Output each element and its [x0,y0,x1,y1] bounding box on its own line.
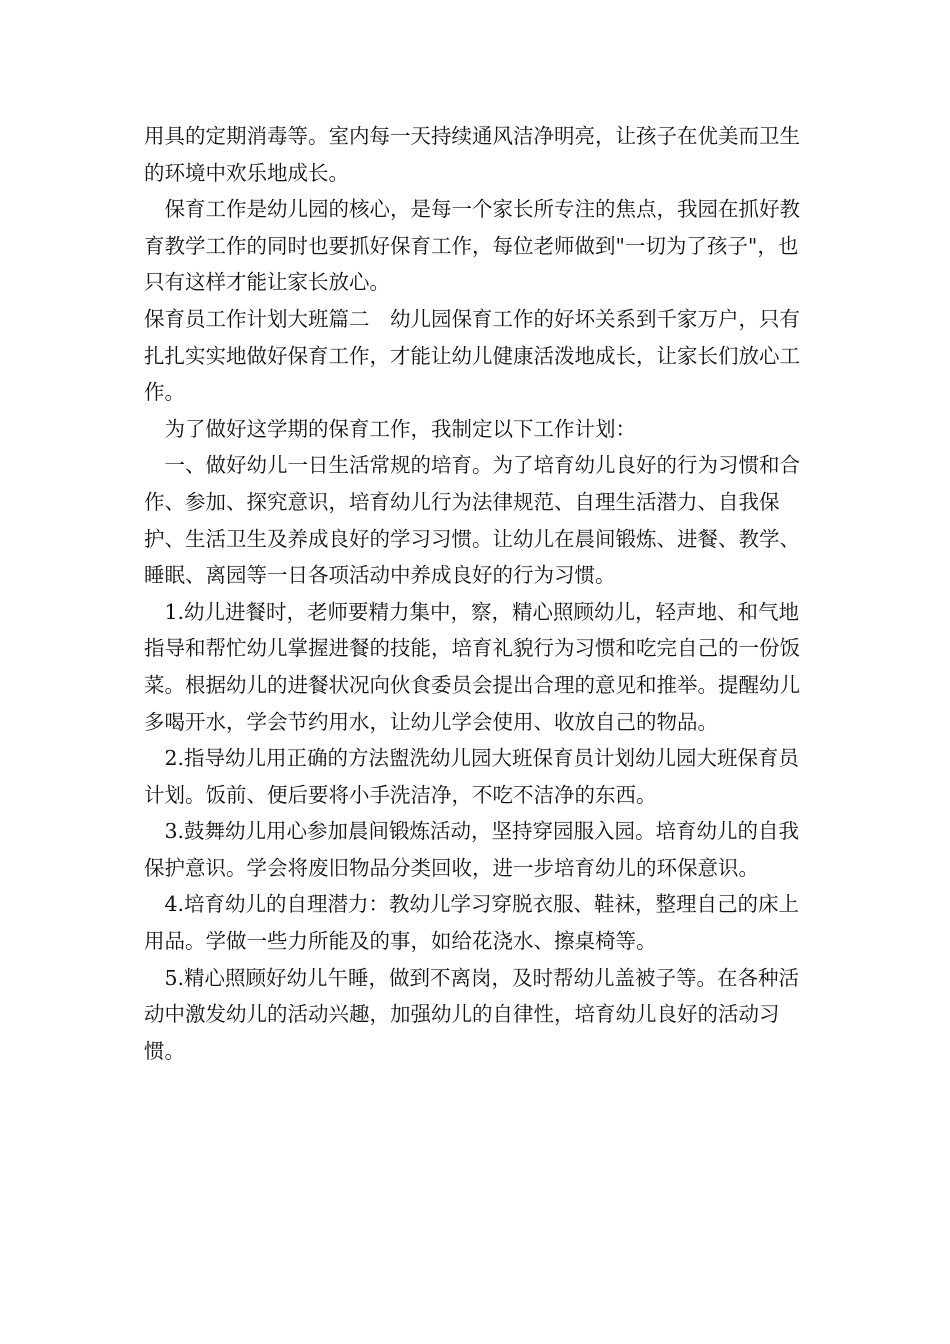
paragraph-section-one: 一、做好幼儿一日生活常规的培育。为了培育幼儿良好的行为习惯和合作、参加、探究意识，培育幼儿行为法律规范、自理生活潜力、自我保护、生活卫生及养成良好的学习习惯。让幼儿在晨间锻炼、进餐、教学、睡眠、离园等一日各项活动中养成良好的行为习惯。 [144,453,800,588]
paragraph-care-core: 保育工作是幼儿园的核心，是每一个家长所专注的焦点，我园在抓好教育教学工作的同时也要抓好保育工作，每位老师做到"一切为了孩子"，也只有这样才能让家长放心。 [144,197,800,295]
document-body [144,118,814,1069]
paragraph-item-2: 2.指导幼儿用正确的方法盥洗幼儿园大班保育员计划幼儿园大班保育员计划。饭前、便后要将小手洗洁净，不吃不洁净的东西。 [144,746,800,807]
paragraph-item-3: 3.鼓舞幼儿用心参加晨间锻炼活动，坚持穿园服入园。培育幼儿的自我保护意识。学会将废旧物品分类回收，进一步培育幼儿的环保意识。 [144,819,800,880]
paragraph-item-4: 4.培育幼儿的自理潜力：教幼儿学习穿脱衣服、鞋袜，整理自己的床上用品。学做一些力所能及的事，如给花浇水、擦桌椅等。 [144,892,800,954]
paragraph-item-1: 1.幼儿进餐时，老师要精力集中，察，精心照顾幼儿，轻声地、和气地指导和帮忙幼儿掌握进餐的技能，培育礼貌行为习惯和吃完自己的一份饭菜。根据幼儿的进餐状况向伙食委员会提出合理的意见和推举。提醒幼儿多喝开水，学会节约用水，让幼儿学会使用、收放自己的物品。 [144,599,800,734]
paragraph-disinfection-environment: 用具的定期消毒等。室内每一天持续通风洁净明亮，让孩子在优美而卫生的环境中欢乐地成长。 [144,124,800,185]
paragraph-plan-part-two: 保育员工作计划大班篇二 幼儿园保育工作的好坏关系到千家万户，只有扎扎实实地做好保育工作，才能让幼儿健康活泼地成长，让家长们放心工作。 [144,306,800,405]
paragraph-item-5: 5.精心照顾好幼儿午睡，做到不离岗，及时帮幼儿盖被子等。在各种活动中激发幼儿的活动兴趣，加强幼儿的自律性，培育幼儿良好的活动习惯。 [144,965,800,1063]
paragraph-plan-intro: 为了做好这学期的保育工作，我制定以下工作计划： [144,416,636,441]
